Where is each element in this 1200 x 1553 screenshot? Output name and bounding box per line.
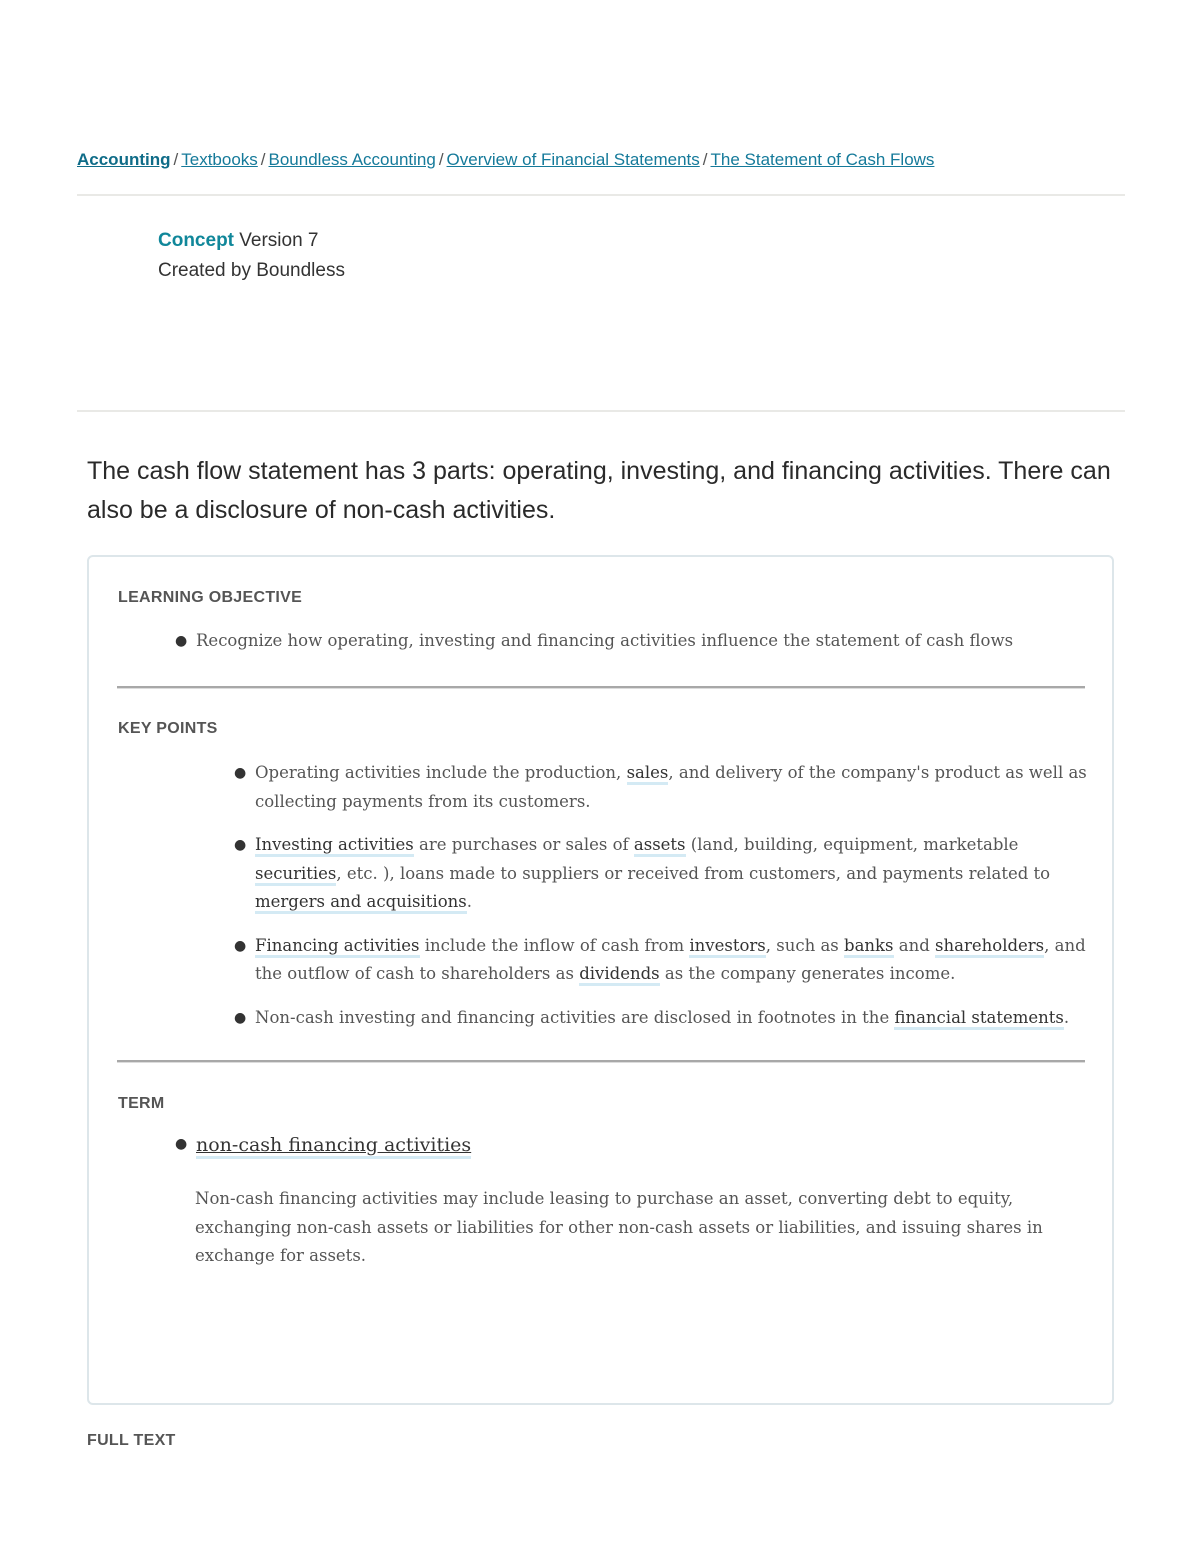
keyword-link-financing-activities[interactable]: Financing activities — [255, 936, 420, 958]
keyword-link-investors[interactable]: investors — [689, 936, 765, 958]
keyword-link-sales[interactable]: sales — [627, 763, 669, 785]
bullet-icon: ● — [234, 1009, 247, 1026]
bullet-icon: ● — [175, 633, 188, 649]
page-summary: The cash flow statement has 3 parts: operating, investing, and financing activities. There can also be a disclosure of non-cash activities. — [87, 457, 1111, 524]
keyword-link-assets[interactable]: assets — [634, 835, 686, 857]
header-divider — [77, 194, 1125, 196]
term-heading: TERM — [118, 1095, 165, 1112]
concept-label: Concept — [158, 230, 234, 251]
concept-version-line — [158, 226, 345, 256]
bullet-icon: ● — [234, 837, 247, 853]
learning-objective-list — [175, 628, 1076, 654]
breadcrumb-separator: / — [260, 150, 266, 169]
term-list — [175, 1134, 1076, 1156]
breadcrumb-separator: / — [438, 150, 444, 169]
term-link[interactable]: non-cash financing activities — [196, 1134, 471, 1159]
box-divider — [117, 1060, 1085, 1063]
breadcrumb-separator: / — [702, 150, 708, 169]
section-divider — [77, 410, 1125, 412]
list-item: ● Operating activities include the production, sales, and delivery of the company's product as well as collecting payments from its customers. — [255, 759, 1090, 816]
concept-info — [158, 226, 345, 286]
concept-summary-box — [87, 555, 1114, 1405]
list-item: ● Recognize how operating, investing and financing activities influence the statement of cash flows — [196, 628, 1076, 654]
breadcrumb-boundless-accounting[interactable]: Boundless Accounting — [268, 150, 436, 169]
box-divider — [117, 686, 1085, 689]
breadcrumb-separator: / — [173, 150, 179, 169]
list-item: ● Financing activities include the inflow of cash from investors, such as banks and shareholders, and the outflow of cash to shareholders as dividends as the company generates income. — [255, 932, 1090, 989]
keyword-link-securities[interactable]: securities — [255, 864, 336, 886]
keyword-link-shareholders[interactable]: shareholders — [935, 936, 1044, 958]
keyword-link-investing-activities[interactable]: Investing activities — [255, 835, 414, 857]
list-item: ● Non-cash investing and financing activities are disclosed in footnotes in the financial statements. — [255, 1004, 1090, 1033]
keyword-link-banks[interactable]: banks — [844, 936, 894, 958]
concept-version: Version 7 — [239, 230, 319, 251]
bullet-icon: ● — [234, 765, 247, 781]
keyword-link-financial-statements[interactable]: financial statements — [894, 1008, 1063, 1030]
bullet-icon: ● — [175, 1136, 188, 1152]
keyword-link-dividends[interactable]: dividends — [579, 964, 659, 986]
keyword-link-mergers-acquisitions[interactable]: mergers and acquisitions — [255, 892, 467, 914]
list-item — [175, 1134, 1076, 1156]
breadcrumb-overview-financial-statements[interactable]: Overview of Financial Statements — [446, 150, 700, 169]
breadcrumb — [77, 150, 1127, 170]
breadcrumb-textbooks[interactable]: Textbooks — [181, 150, 258, 169]
term-definition: Non-cash financing activities may include leasing to purchase an asset, converting debt to equity, exchanging non-cash assets or liabilities for other non-cash assets or liabilities, and issuing shares in exchange for assets. — [195, 1189, 1043, 1265]
key-points-heading: KEY POINTS — [118, 720, 218, 737]
key-points-list — [234, 759, 1090, 1047]
breadcrumb-accounting[interactable]: Accounting — [77, 150, 171, 169]
breadcrumb-statement-cash-flows[interactable]: The Statement of Cash Flows — [710, 150, 935, 169]
concept-created-by: Created by Boundless — [158, 260, 345, 281]
learning-objective-heading: LEARNING OBJECTIVE — [118, 589, 303, 606]
bullet-icon: ● — [234, 937, 247, 954]
list-item: ● Investing activities are purchases or sales of assets (land, building, equipment, marketable securities, etc. ), loans made to suppliers or received from customers, and payments related to mergers and acquisitions. — [255, 831, 1090, 917]
full-text-heading: FULL TEXT — [87, 1432, 176, 1449]
